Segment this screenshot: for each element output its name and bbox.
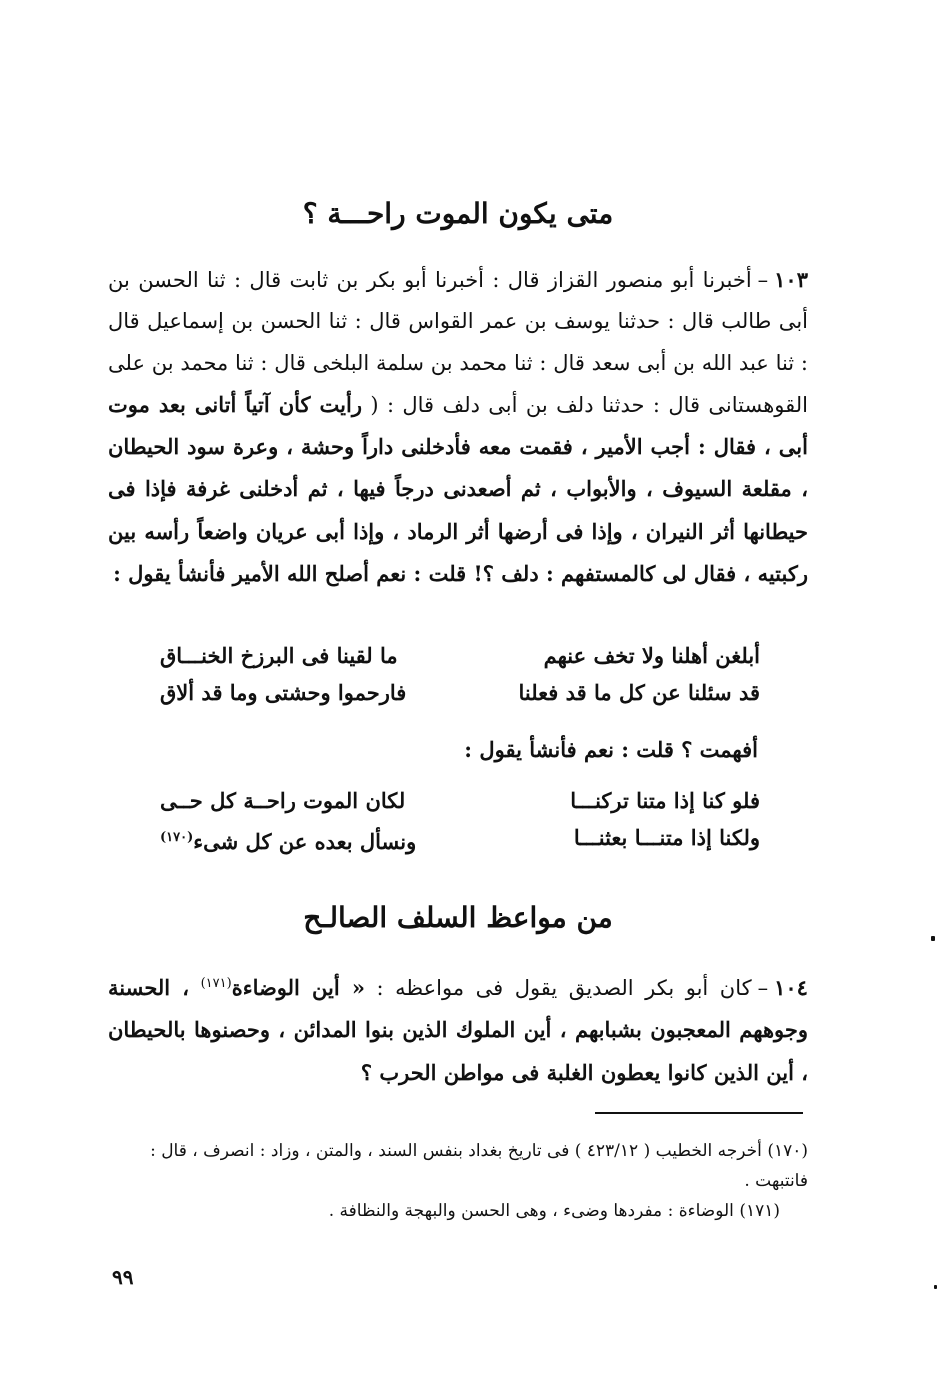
footnote-text: أخرجه الخطيب ( ٤٢٣/١٢ ) فى تاريخ بغداد بنفس السند ، والمتن ، وزاد : انصرف ، قال : فانتبهت .	[150, 1141, 808, 1191]
footnote-text: الوضاءة : مفردها وضىء ، وهى الحسن والبهجة والنظافة .	[328, 1201, 734, 1221]
intro-text: كان أبو بكر الصديق يقول فى مواعظه :	[376, 976, 752, 1000]
footnote-mark: (١٧٠)	[767, 1141, 808, 1161]
paragraph-104	[108, 963, 808, 1094]
entry-dash: –	[757, 976, 769, 1000]
scan-speck	[934, 1285, 937, 1289]
quote-start: « أين الوضاءة	[231, 975, 366, 1000]
paragraph-103	[108, 259, 808, 595]
footnote-separator	[595, 1112, 803, 1114]
poem-2	[160, 782, 760, 856]
verse-first-hemistich: أبلغن أهلنا ولا تخف عنهم	[543, 643, 760, 668]
entry-number: ١٠٤	[774, 975, 808, 1000]
verse-first-hemistich: قد سئلنا عن كل ما قد فعلنا	[518, 680, 760, 705]
verse-first-hemistich: ولكنا إذا متنـــا بعثنـــا	[573, 825, 760, 850]
verse-second-hemistich: لكان الموت راحــة كل حــى	[160, 788, 406, 813]
footnote-ref-171[interactable]: (١٧١)	[200, 976, 232, 991]
quote-text: ، الحسنة وجوههم المعجبون بشبابهم ، أين الملوك الذين بنوا المدائن ، وحصنوها بالحيطان ، أين الذين كانوا يعطون الغلبة فى مواطن الحرب ؟	[108, 975, 808, 1085]
verse-line	[160, 674, 760, 711]
entry-number: ١٠٣	[774, 267, 808, 292]
scan-speck	[931, 936, 935, 941]
isnad-text: أخبرنا أبو منصور القزاز قال : أخبرنا أبو بكر بن ثابت قال : ثنا الحسن بن أبى طالب قال : حدثنا يوسف بن عمر القواس قال : ثنا الحسن بن إسماعيل قال : ثنا عبد الله بن أبى سعد قال : ثنا محمد بن سلمة البلخى قال : ثنا محمد بن على القوهستانى قال : حدثنا دلف بن أبى دلف قال : (	[108, 268, 808, 417]
section-heading-104: من مواعظ السلف الصالـح	[303, 901, 613, 934]
narration-text: رأيت كأن آتياً أتانى بعد موت أبى ، فقال : أجب الأمير ، فقمت معه فأدخلنى داراً وحشة ، وعرة سود الحيطان ، مقلعة السيوف ، والأبواب ، ثم أصعدنى درجاً فيها ، ثم أدخلنى غرفة فإذا فى حيطانها أثر النيران ، وإذا فى أرضها أثر الرماد ، وإذا أبى عريان واضعاً رأسه بين ركبتيه ، فقال لى كالمستفهم : دلف ؟! قلت : نعم أصلح الله الأمير فأنشأ يقول :	[108, 391, 808, 587]
verse-second-hemistich	[160, 819, 450, 856]
verse-second-hemistich: فارحموا وحشتى وما قد ألاق	[160, 680, 407, 705]
entry-dash: –	[757, 268, 769, 292]
poem-1	[160, 637, 760, 711]
footnote-mark: (١٧١)	[739, 1201, 780, 1221]
verse-line	[160, 782, 760, 819]
footnote-170	[108, 1136, 808, 1196]
verse-line	[160, 819, 760, 856]
section-heading-103: متى يكون الموت راحـــة ؟	[302, 197, 614, 230]
verse-first-hemistich: فلو كنا إذا متنا تركنـــا	[570, 788, 760, 813]
page-number: ٩٩	[112, 1265, 134, 1289]
verse-line	[160, 637, 760, 674]
footnote-171	[108, 1196, 808, 1226]
footnotes	[108, 1136, 808, 1226]
verse-second-hemistich: ما لقينا فى البرزخ الخنـــاق	[160, 643, 398, 668]
footnote-ref-170[interactable]: (١٧٠)	[160, 830, 194, 845]
interlude-line: أفهمت ؟ قلت : نعم فأنشأ يقول :	[464, 737, 758, 762]
verse-text: ونسأل بعده عن كل شىء	[193, 829, 417, 854]
